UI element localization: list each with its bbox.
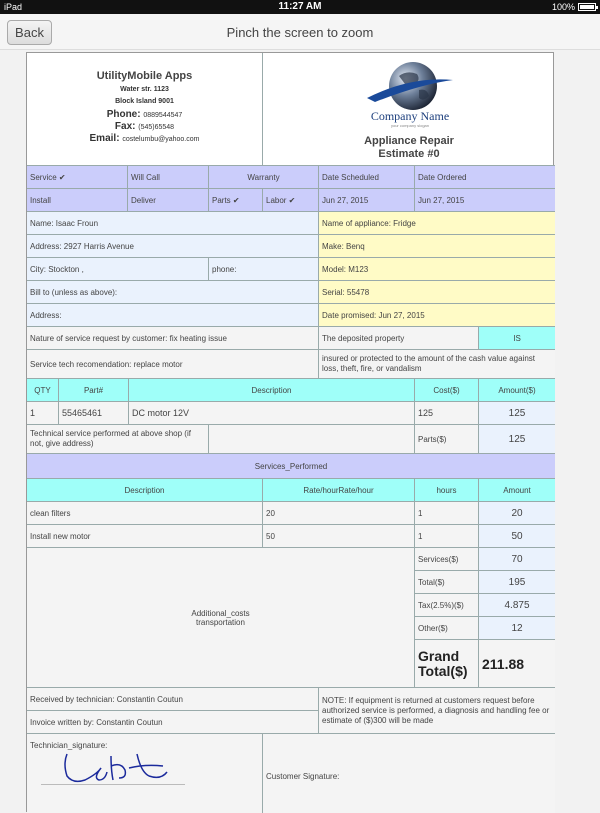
services-rate-header: Rate/hourRate/hour [263, 479, 415, 502]
parts-checkbox[interactable]: Parts ✔ [209, 189, 263, 212]
estimate-document[interactable] [26, 52, 554, 812]
signature-line [41, 784, 185, 785]
technician-signature-box[interactable] [27, 734, 263, 813]
shop-address [209, 425, 415, 454]
service-row-1-hours: 1 [415, 502, 479, 525]
device-label: iPad [4, 2, 23, 12]
company-fax-line [27, 121, 262, 132]
company-name: UtilityMobile Apps [96, 70, 193, 82]
logo-slogan: your company slogan [390, 123, 430, 128]
company-phone: 0889544547 [143, 112, 183, 119]
service-row-1-description: clean filters [27, 502, 263, 525]
service-row-2-description: Install new motor [27, 525, 263, 548]
part-header: Part# [59, 379, 129, 402]
shop-note: Technical service performed at above shop (if not, give address) [27, 425, 209, 454]
written-by: Invoice written by: Constantin Coutun [27, 711, 319, 734]
additional-costs-label: Additional_costs [191, 608, 250, 618]
deposited-property: The deposited property [319, 327, 479, 350]
customer-signature-box[interactable] [263, 734, 555, 813]
services-description-header: Description [27, 479, 263, 502]
other-value: 12 [479, 617, 555, 640]
total-label: Total($) [415, 571, 479, 594]
part-row-amount: 125 [479, 402, 555, 425]
part-row-number: 55465461 [59, 402, 129, 425]
services-title: Services_Performed [27, 454, 555, 479]
warranty-label: Warranty [209, 166, 319, 189]
company-info [27, 53, 263, 166]
grand-total-value: 211.88 [479, 640, 555, 688]
date-ordered-value: Jun 27, 2015 [415, 189, 555, 212]
is-label: IS [479, 327, 555, 350]
services-total-label: Services($) [415, 548, 479, 571]
description-header: Description [129, 379, 415, 402]
logo-text: Company Name [370, 109, 450, 123]
services-amount-header: Amount [479, 479, 555, 502]
company-street: Water str. 1123 [120, 86, 169, 93]
labor-checkbox[interactable]: Labor ✔ [263, 189, 319, 212]
cost-header: Cost($) [415, 379, 479, 402]
date-ordered-label: Date Ordered [415, 166, 555, 189]
logo-area [263, 53, 555, 166]
customer-signature-label: Customer Signature: [266, 772, 340, 781]
received-by: Received by technician: Constantin Coutun [27, 688, 319, 711]
date-promised: Date promised: Jun 27, 2015 [319, 304, 555, 327]
company-email: costelumbu@yahoo.com [122, 136, 200, 143]
appliance-name: Name of appliance: Fridge [319, 212, 555, 235]
services-hours-header: hours [415, 479, 479, 502]
battery-percent: 100% [551, 2, 575, 12]
customer-city: City: Stockton , [27, 258, 209, 281]
customer-phone: phone: [209, 258, 319, 281]
parts-total-value: 125 [479, 425, 555, 454]
battery-icon [578, 3, 596, 11]
amount-header: Amount($) [479, 379, 555, 402]
technician-signature-image [41, 750, 191, 788]
other-label: Other($) [415, 617, 479, 640]
customer-name: Name: Isaac Froun [27, 212, 319, 235]
battery-status [552, 2, 596, 12]
install-checkbox[interactable]: Install [27, 189, 128, 212]
back-button[interactable]: Back [7, 20, 52, 45]
date-scheduled-value: Jun 27, 2015 [319, 189, 415, 212]
total-value: 195 [479, 571, 555, 594]
date-scheduled-label: Date Scheduled [319, 166, 415, 189]
services-total-value: 70 [479, 548, 555, 571]
deliver-checkbox[interactable]: Deliver [128, 189, 209, 212]
appliance-model: Model: M123 [319, 258, 555, 281]
nav-bar [0, 14, 600, 50]
qty-header: QTY [27, 379, 59, 402]
status-time: 11:27 AM [278, 1, 322, 12]
service-row-1-amount: 20 [479, 502, 555, 525]
parts-total-label: Parts($) [415, 425, 479, 454]
service-row-2-amount: 50 [479, 525, 555, 548]
email-label: Email: [89, 133, 120, 144]
technician-signature-label: Technician_signature: [30, 741, 108, 750]
status-bar [0, 0, 600, 14]
service-row-2-hours: 1 [415, 525, 479, 548]
additional-costs [27, 548, 415, 688]
insured-note: insured or protected to the amount of the cash value against loss, theft, fire, or vandalism [319, 350, 555, 379]
return-note: NOTE: If equipment is returned at customers request before authorized service is performed, a diagnosis and handling fee or estimate of ($)300 will be made [319, 688, 555, 734]
appliance-serial: Serial: 55478 [319, 281, 555, 304]
will-call-checkbox[interactable]: Will Call [128, 166, 209, 189]
phone-label: Phone: [106, 109, 141, 120]
nav-title: Pinch the screen to zoom [226, 25, 374, 40]
company-phone-line [27, 109, 262, 120]
company-email-line [27, 133, 262, 144]
service-row-2-rate: 50 [263, 525, 415, 548]
part-row-qty: 1 [27, 402, 59, 425]
customer-address: Address: 2927 Harris Avenue [27, 235, 319, 258]
tech-recommendation: Service tech recomendation: replace motor [27, 350, 319, 379]
fax-label: Fax: [114, 121, 136, 132]
grand-total-label: Grand Total($) [415, 640, 479, 688]
part-row-cost: 125 [415, 402, 479, 425]
company-fax: (545)65548 [138, 124, 175, 131]
additional-costs-detail: transportation [196, 617, 245, 627]
estimate-number: Estimate #0 [378, 148, 440, 160]
part-row-description: DC motor 12V [129, 402, 415, 425]
company-city: Block Island 9001 [115, 98, 174, 105]
estimate-title: Appliance Repair [364, 135, 454, 147]
appliance-make: Make: Benq [319, 235, 555, 258]
bill-to: Bill to (unless as above): [27, 281, 319, 304]
tax-value: 4.875 [479, 594, 555, 617]
service-row-1-rate: 20 [263, 502, 415, 525]
service-nature: Nature of service request by customer: fix heating issue [27, 327, 319, 350]
bill-address: Address: [27, 304, 319, 327]
tax-label: Tax(2.5%)($) [415, 594, 479, 617]
service-checkbox[interactable]: Service ✔ [27, 166, 128, 189]
company-logo [361, 58, 459, 132]
